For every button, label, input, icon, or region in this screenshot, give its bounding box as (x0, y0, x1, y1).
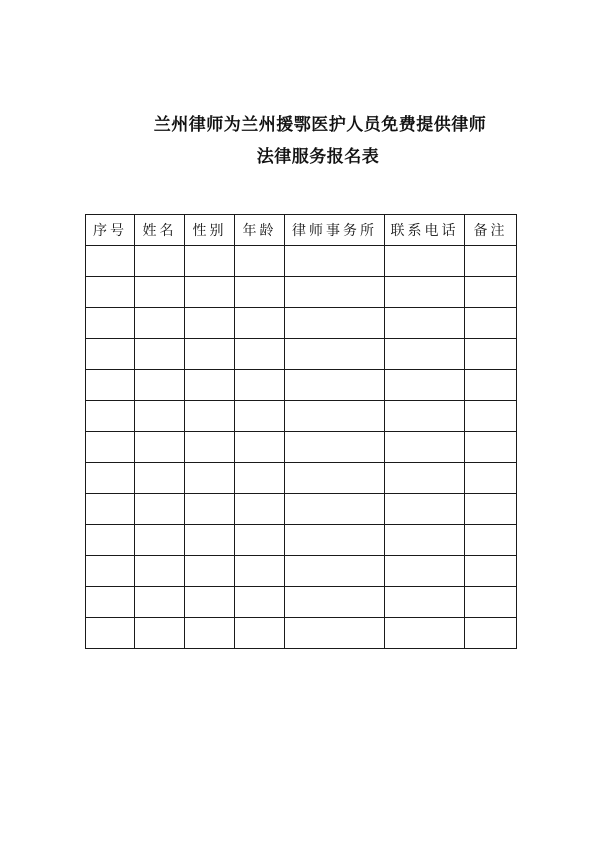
cell-phone (385, 556, 465, 587)
cell-serial-number (86, 463, 135, 494)
cell-name (135, 587, 185, 618)
table-row (86, 463, 517, 494)
cell-remarks (465, 463, 517, 494)
cell-law-firm (285, 432, 385, 463)
table-row (86, 339, 517, 370)
cell-name (135, 618, 185, 649)
table-row (86, 401, 517, 432)
cell-law-firm (285, 401, 385, 432)
cell-gender (185, 494, 235, 525)
cell-age (235, 556, 285, 587)
cell-name (135, 556, 185, 587)
cell-name (135, 277, 185, 308)
cell-phone (385, 401, 465, 432)
cell-age (235, 339, 285, 370)
header-law-firm: 律师事务所 (285, 215, 385, 246)
table-row (86, 370, 517, 401)
cell-name (135, 432, 185, 463)
cell-age (235, 401, 285, 432)
cell-serial-number (86, 277, 135, 308)
cell-phone (385, 277, 465, 308)
cell-law-firm (285, 494, 385, 525)
cell-phone (385, 494, 465, 525)
cell-remarks (465, 494, 517, 525)
cell-phone (385, 587, 465, 618)
cell-phone (385, 432, 465, 463)
header-name: 姓名 (135, 215, 185, 246)
cell-phone (385, 246, 465, 277)
table-body (86, 246, 517, 649)
cell-serial-number (86, 401, 135, 432)
cell-law-firm (285, 308, 385, 339)
table-row (86, 246, 517, 277)
header-gender: 性别 (185, 215, 235, 246)
cell-gender (185, 339, 235, 370)
cell-name (135, 401, 185, 432)
cell-law-firm (285, 525, 385, 556)
cell-gender (185, 556, 235, 587)
cell-name (135, 246, 185, 277)
cell-law-firm (285, 339, 385, 370)
cell-law-firm (285, 556, 385, 587)
cell-serial-number (86, 618, 135, 649)
cell-serial-number (86, 308, 135, 339)
cell-name (135, 525, 185, 556)
cell-remarks (465, 432, 517, 463)
header-remarks: 备注 (465, 215, 517, 246)
cell-serial-number (86, 339, 135, 370)
table-row (86, 494, 517, 525)
header-age: 年龄 (235, 215, 285, 246)
cell-age (235, 463, 285, 494)
cell-law-firm (285, 246, 385, 277)
registration-form-table (85, 214, 517, 649)
cell-age (235, 432, 285, 463)
cell-serial-number (86, 556, 135, 587)
cell-remarks (465, 308, 517, 339)
table-row (86, 277, 517, 308)
cell-phone (385, 463, 465, 494)
cell-gender (185, 308, 235, 339)
cell-serial-number (86, 525, 135, 556)
table-row (86, 432, 517, 463)
cell-age (235, 618, 285, 649)
cell-age (235, 277, 285, 308)
table-row (86, 618, 517, 649)
cell-gender (185, 618, 235, 649)
cell-serial-number (86, 432, 135, 463)
table-row (86, 587, 517, 618)
cell-law-firm (285, 618, 385, 649)
cell-law-firm (285, 463, 385, 494)
cell-name (135, 339, 185, 370)
document-title-line-2: 法律服务报名表 (256, 147, 380, 167)
table-row (86, 308, 517, 339)
table-row (86, 525, 517, 556)
cell-gender (185, 525, 235, 556)
cell-age (235, 370, 285, 401)
cell-gender (185, 370, 235, 401)
cell-gender (185, 587, 235, 618)
cell-remarks (465, 246, 517, 277)
cell-phone (385, 370, 465, 401)
cell-law-firm (285, 277, 385, 308)
cell-age (235, 246, 285, 277)
cell-serial-number (86, 246, 135, 277)
cell-serial-number (86, 370, 135, 401)
header-serial-number: 序号 (86, 215, 135, 246)
table-row (86, 556, 517, 587)
cell-remarks (465, 525, 517, 556)
cell-phone (385, 308, 465, 339)
cell-remarks (465, 339, 517, 370)
cell-remarks (465, 556, 517, 587)
cell-gender (185, 277, 235, 308)
cell-gender (185, 432, 235, 463)
cell-age (235, 525, 285, 556)
document-title-line-1: 兰州律师为兰州援鄂医护人员免费提供律师 (153, 115, 487, 135)
cell-age (235, 308, 285, 339)
cell-remarks (465, 277, 517, 308)
cell-remarks (465, 587, 517, 618)
cell-name (135, 370, 185, 401)
cell-serial-number (86, 587, 135, 618)
header-phone: 联系电话 (385, 215, 465, 246)
cell-law-firm (285, 370, 385, 401)
cell-remarks (465, 370, 517, 401)
cell-age (235, 494, 285, 525)
cell-remarks (465, 618, 517, 649)
cell-phone (385, 618, 465, 649)
cell-name (135, 463, 185, 494)
cell-gender (185, 463, 235, 494)
cell-law-firm (285, 587, 385, 618)
cell-gender (185, 246, 235, 277)
cell-name (135, 494, 185, 525)
cell-phone (385, 525, 465, 556)
cell-name (135, 308, 185, 339)
cell-gender (185, 401, 235, 432)
cell-serial-number (86, 494, 135, 525)
cell-phone (385, 339, 465, 370)
cell-age (235, 587, 285, 618)
table-header-row (86, 215, 517, 246)
cell-remarks (465, 401, 517, 432)
